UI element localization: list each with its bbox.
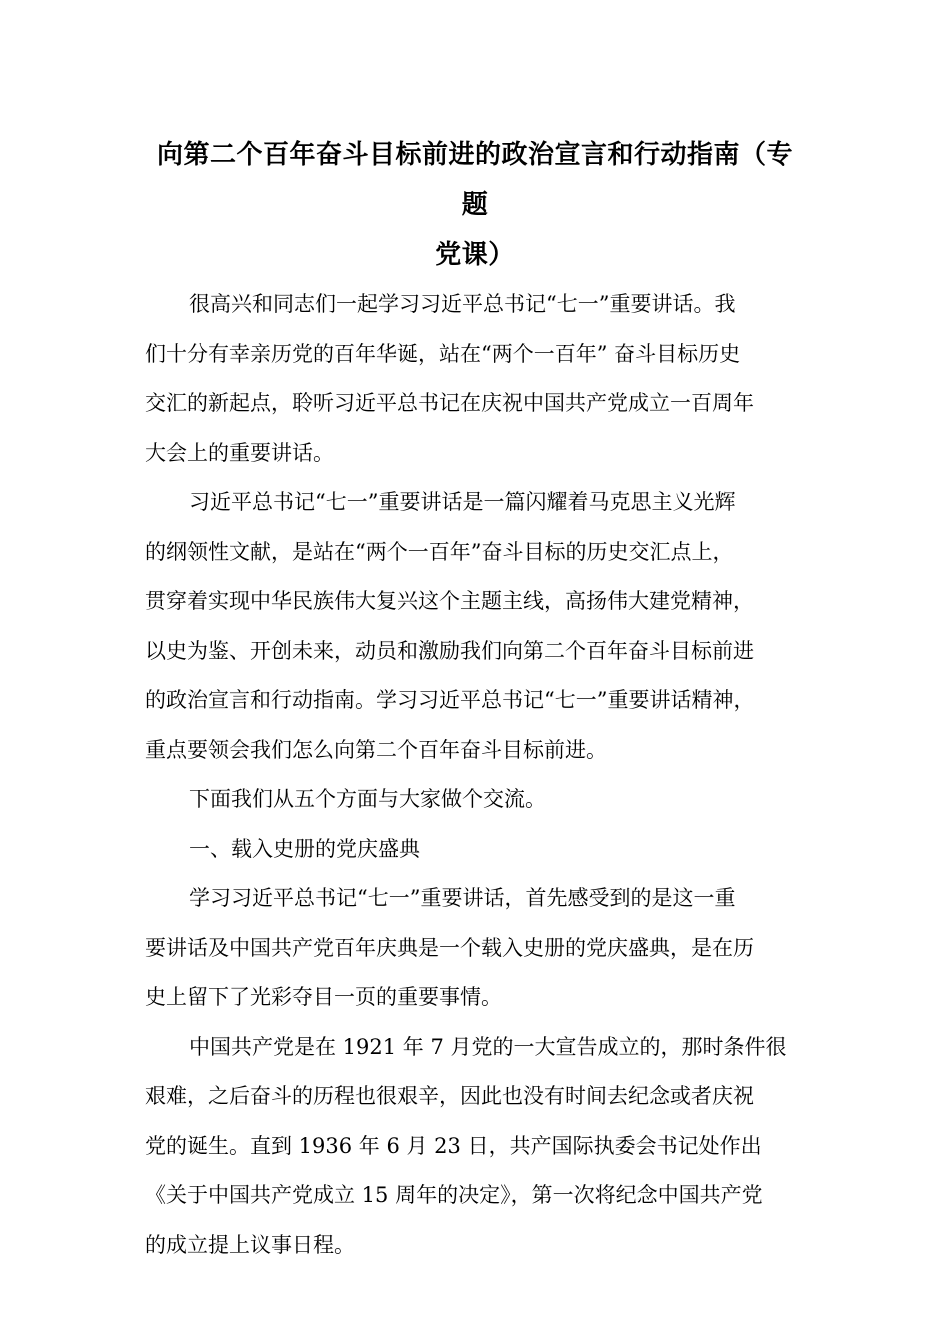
text-line: 党的诞生。直到 1936 年 6 月 23 日，共产国际执委会书记处作出: [145, 1133, 762, 1158]
text-line: 很高兴和同志们一起学习习近平总书记“七一”重要讲话。我: [189, 292, 736, 316]
section-heading: 一、载入史册的党庆盛典: [189, 836, 420, 861]
text-line: 以史为鉴、开创未来，动员和激励我们向第二个百年奋斗目标前进: [145, 638, 754, 663]
text-line: 中国共产党是在 1921 年 7 月党的一大宣告成立的，那时条件很: [189, 1034, 787, 1059]
text-line: 大会上的重要讲话。: [145, 440, 334, 465]
text-line: 重点要领会我们怎么向第二个百年奋斗目标前进。: [145, 737, 607, 762]
text-line: 们十分有幸亲历党的百年华诞，站在“两个一百年” 奋斗目标历史: [145, 341, 741, 366]
text-line: 贯穿着实现中华民族伟大复兴这个主题主线，高扬伟大建党精神，: [145, 589, 754, 613]
text-line: 交汇的新起点，聆听习近平总书记在庆祝中国共产党成立一百周年: [145, 391, 754, 415]
document-title: [145, 130, 805, 280]
text-line: 《关于中国共产党成立 15 周年的决定》，第一次将纪念中国共产党: [145, 1183, 763, 1207]
text-line: 习近平总书记“七一”重要讲话是一篇闪耀着马克思主义光辉: [189, 490, 736, 514]
text-line: 下面我们从五个方面与大家做个交流。: [189, 787, 546, 811]
paragraph-speech-summary: [145, 478, 805, 775]
paragraph-history: [145, 1023, 805, 1271]
section-heading-1: [145, 825, 805, 875]
text-line: 的成立提上议事日程。: [145, 1232, 355, 1257]
text-line: 艰难，之后奋斗的历程也很艰辛，因此也没有时间去纪念或者庆祝: [145, 1084, 754, 1108]
document-page: [145, 130, 805, 1270]
paragraph-intro: [145, 280, 805, 478]
text-line: 学习习近平总书记“七一”重要讲话，首先感受到的是这一重: [189, 886, 736, 910]
text-line: 要讲话及中国共产党百年庆典是一个载入史册的党庆盛典，是在历: [145, 935, 754, 960]
text-line: 的纲领性文献，是站在“两个一百年”奋斗目标的历史交汇点上，: [145, 539, 734, 564]
paragraph-celebration: [145, 874, 805, 1023]
title-line: 向第二个百年奋斗目标前进的政治宣言和行动指南（专题: [156, 140, 793, 220]
text-line: 史上留下了光彩夺目一页的重要事情。: [145, 985, 502, 1009]
title-line: 党课）: [435, 240, 515, 270]
paragraph-outline: [145, 775, 805, 825]
text-line: 的政治宣言和行动指南。学习习近平总书记“七一”重要讲话精神，: [145, 688, 755, 712]
